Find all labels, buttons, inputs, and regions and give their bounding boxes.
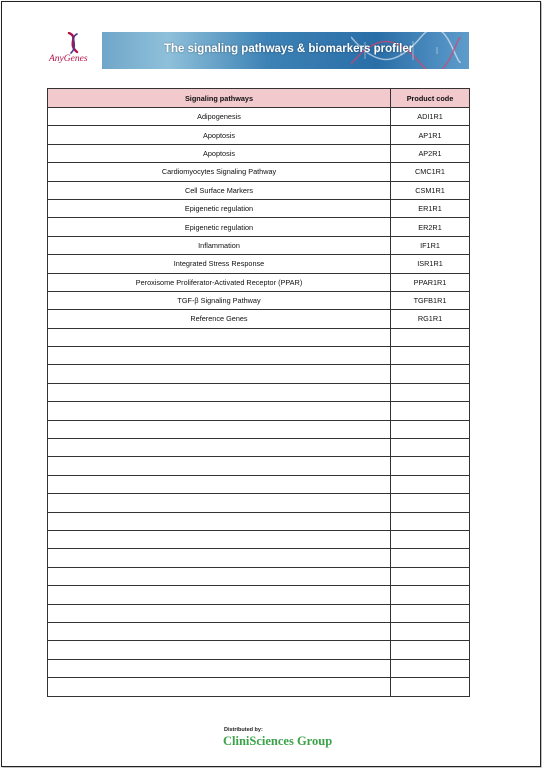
product-code-cell: ER1R1	[391, 199, 470, 217]
table-row	[48, 199, 470, 217]
empty-cell	[48, 457, 391, 475]
pathway-cell: TGF-β Signaling Pathway	[48, 291, 391, 309]
table-row	[48, 218, 470, 236]
empty-cell	[48, 678, 391, 696]
empty-cell	[48, 530, 391, 548]
table-row	[48, 181, 470, 199]
empty-cell	[48, 586, 391, 604]
empty-table-row	[48, 604, 470, 622]
empty-cell	[48, 659, 391, 677]
empty-cell	[48, 494, 391, 512]
product-code-cell: TGFB1R1	[391, 291, 470, 309]
pathway-cell: Integrated Stress Response	[48, 255, 391, 273]
empty-cell	[391, 328, 470, 346]
pathway-cell: Epigenetic regulation	[48, 199, 391, 217]
empty-table-row	[48, 457, 470, 475]
product-code-cell: AP2R1	[391, 144, 470, 162]
empty-cell	[391, 567, 470, 585]
pathway-cell: Apoptosis	[48, 144, 391, 162]
empty-cell	[391, 659, 470, 677]
empty-cell	[391, 678, 470, 696]
banner-bar	[102, 32, 469, 69]
empty-cell	[391, 641, 470, 659]
column-header-pathways: Signaling pathways	[48, 89, 391, 108]
empty-table-row	[48, 402, 470, 420]
helix-logo-icon	[65, 32, 83, 54]
empty-table-row	[48, 420, 470, 438]
empty-cell	[48, 549, 391, 567]
product-code-cell: CMC1R1	[391, 163, 470, 181]
empty-cell	[48, 567, 391, 585]
empty-cell	[48, 641, 391, 659]
product-code-cell: ER2R1	[391, 218, 470, 236]
table-row	[48, 144, 470, 162]
product-code-cell: ADI1R1	[391, 108, 470, 126]
pathway-cell: Epigenetic regulation	[48, 218, 391, 236]
empty-table-row	[48, 439, 470, 457]
empty-cell	[391, 457, 470, 475]
empty-table-row	[48, 530, 470, 548]
pathways-table	[47, 88, 470, 697]
column-header-product-code: Product code	[391, 89, 470, 108]
empty-cell	[48, 347, 391, 365]
logo-text: AnyGenes	[49, 54, 88, 64]
pathway-cell: Cardiomyocytes Signaling Pathway	[48, 163, 391, 181]
empty-cell	[391, 365, 470, 383]
distributed-by-label: Distributed by:	[224, 727, 263, 733]
product-code-cell: ISR1R1	[391, 255, 470, 273]
table-row	[48, 126, 470, 144]
pathway-cell: Inflammation	[48, 236, 391, 254]
empty-cell	[391, 512, 470, 530]
empty-cell	[48, 365, 391, 383]
table-row	[48, 273, 470, 291]
header-banner	[47, 29, 469, 70]
table-row	[48, 310, 470, 328]
empty-table-row	[48, 586, 470, 604]
empty-table-row	[48, 641, 470, 659]
pathway-cell: Cell Surface Markers	[48, 181, 391, 199]
empty-cell	[391, 475, 470, 493]
empty-cell	[391, 586, 470, 604]
product-code-cell: IF1R1	[391, 236, 470, 254]
empty-table-row	[48, 347, 470, 365]
empty-cell	[48, 383, 391, 401]
product-code-cell: AP1R1	[391, 126, 470, 144]
empty-cell	[391, 494, 470, 512]
empty-cell	[391, 530, 470, 548]
product-code-cell: RG1R1	[391, 310, 470, 328]
table-header-row	[48, 89, 470, 108]
table-row	[48, 236, 470, 254]
empty-table-row	[48, 659, 470, 677]
document-page	[1, 1, 541, 767]
table-row	[48, 255, 470, 273]
empty-table-row	[48, 475, 470, 493]
empty-table-row	[48, 678, 470, 696]
banner-title: The signaling pathways & biomarkers profiler	[164, 43, 414, 55]
empty-table-row	[48, 494, 470, 512]
empty-cell	[48, 439, 391, 457]
empty-cell	[48, 420, 391, 438]
empty-cell	[48, 475, 391, 493]
table-row	[48, 291, 470, 309]
empty-table-row	[48, 328, 470, 346]
company-logo: CliniSciences Group	[223, 734, 333, 748]
empty-cell	[48, 402, 391, 420]
empty-cell	[48, 328, 391, 346]
empty-table-row	[48, 383, 470, 401]
empty-cell	[48, 622, 391, 640]
empty-cell	[391, 347, 470, 365]
empty-cell	[391, 420, 470, 438]
table-row	[48, 163, 470, 181]
empty-table-row	[48, 549, 470, 567]
empty-cell	[391, 622, 470, 640]
empty-cell	[48, 604, 391, 622]
table-row	[48, 108, 470, 126]
pathway-cell: Reference Genes	[48, 310, 391, 328]
empty-table-row	[48, 567, 470, 585]
empty-table-row	[48, 365, 470, 383]
product-code-cell: CSM1R1	[391, 181, 470, 199]
empty-cell	[391, 439, 470, 457]
empty-cell	[391, 549, 470, 567]
empty-cell	[391, 604, 470, 622]
empty-table-row	[48, 512, 470, 530]
product-code-cell: PPAR1R1	[391, 273, 470, 291]
anygenes-logo	[47, 29, 105, 70]
pathway-cell: Adipogenesis	[48, 108, 391, 126]
empty-cell	[391, 383, 470, 401]
empty-table-row	[48, 622, 470, 640]
pathway-cell: Apoptosis	[48, 126, 391, 144]
empty-cell	[391, 402, 470, 420]
empty-cell	[48, 512, 391, 530]
pathway-cell: Peroxisome Proliferator-Activated Receptor (PPAR)	[48, 273, 391, 291]
